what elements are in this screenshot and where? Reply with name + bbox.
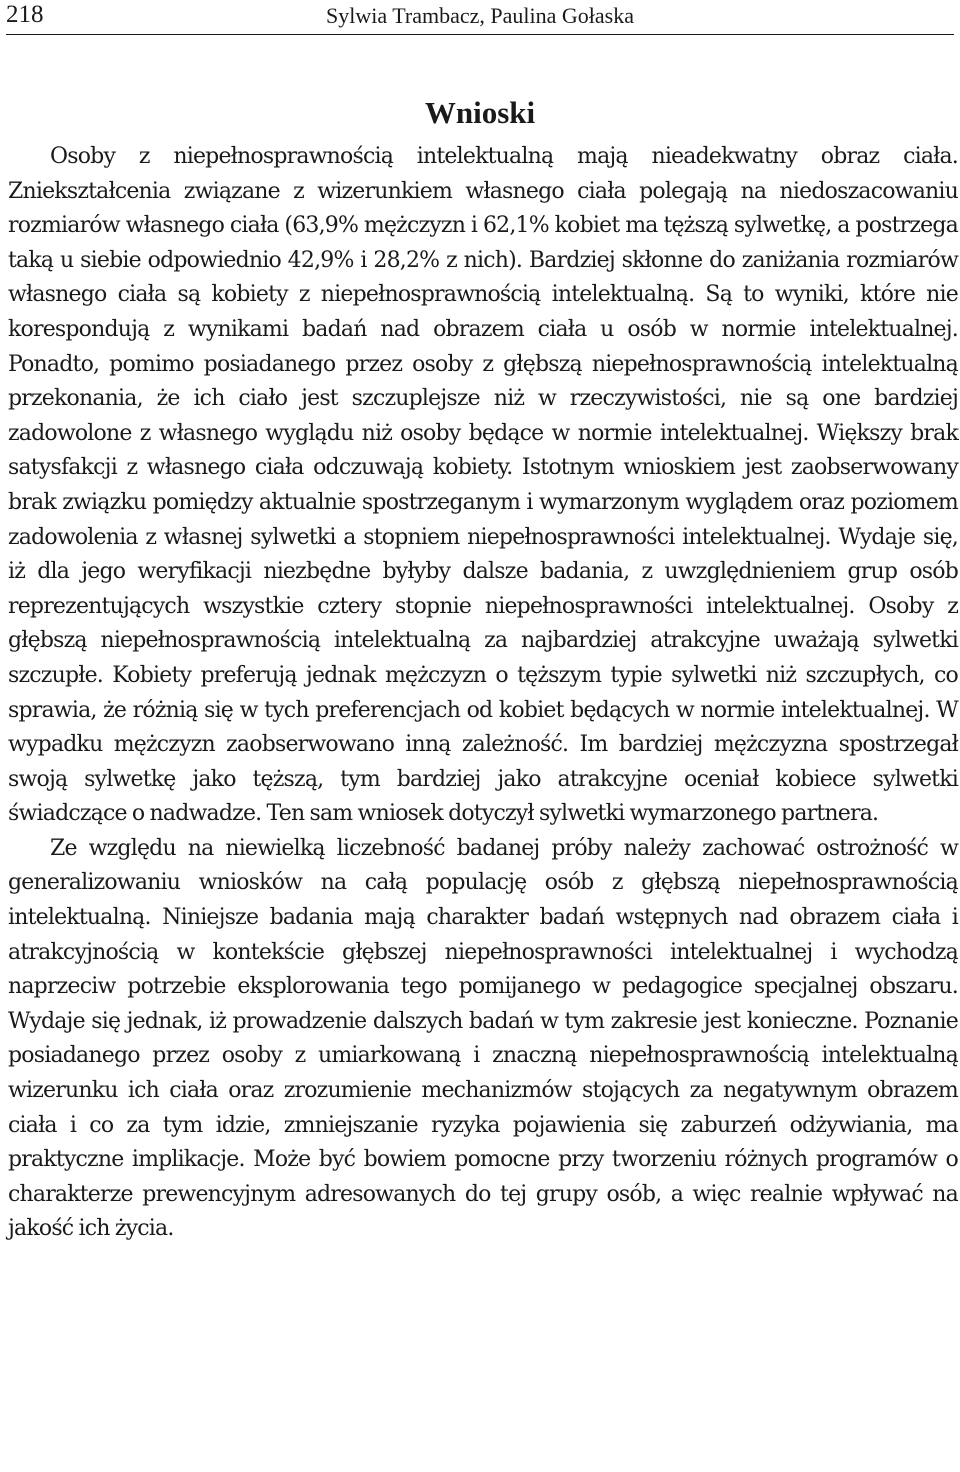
paragraph-limitations: Ze względu na niewielką liczebność badanej próby należy zachować ostrożność w generalizowaniu wniosków na całą populację osób z głębszą niepełnosprawnością intelektualną. Niniejsze badania mają charakter badań wstępnych nad obrazem ciała i atrakcyjnością w kontekście głębszej niepełnosprawności intelektualnej i wychodzą naprzeciw potrzebie eksplorowania tego pomijanego w pedagogice specjalnej obszaru. Wydaje się jednak, iż prowadzenie dalszych badań w tym zakresie jest konieczne. Poznanie posiadanego przez osoby z umiarkowaną i znaczną niepełnosprawnością intelektualną wizerunku ich ciała oraz zrozumienie mechanizmów stojących za negatywnym obrazem ciała i co za tym idzie, zmniejszanie ryzyka pojawienia się zaburzeń odżywiania, ma praktyczne implikacje. Może być bowiem pomocne przy tworzeniu różnych programów o charakterze prewencyjnym adresowanych do tej grupy osób, a więc realnie wpływać na jakość ich życia.	[8, 835, 958, 1242]
page-header	[6, 0, 954, 35]
paragraph-conclusions: Osoby z niepełnosprawnością intelektualną mają nieadekwatny obraz ciała. Zniekształcenia związane z wizerunkiem własnego ciała polegają na niedoszacowaniu rozmiarów własnego ciała (63,9% mężczyzn i 62,1% kobiet ma tęższą sylwetkę, a postrzega taką u siebie odpowiednio 42,9% i 28,2% z nich). Bardziej skłonne do zaniżania rozmiarów własnego ciała są kobiety z niepełnosprawnością intelektualną. Są to wyniki, które nie korespondują z wynikami badań nad obrazem ciała u osób w normie intelektualnej. Ponadto, pomimo posiadanego przez osoby z głębszą niepełnosprawnością intelektualną przekonania, że ich ciało jest szczuplejsze niż w rzeczywistości, nie są one bardziej zadowolone z własnego wyglądu niż osoby będące w normie intelektualnej. Większy brak satysfakcji z własnego ciała odczuwają kobiety. Istotnym wnioskiem jest zaobserwowany brak związku pomiędzy aktualnie spostrzeganym i wymarzonym wyglądem oraz poziomem zadowolenia z własnej sylwetki a stopniem niepełnosprawności intelektualnej. Wydaje się, iż dla jego weryfikacji niezbędne byłyby dalsze badania, z uwzględnieniem grup osób reprezentujących wszystkie cztery stopnie niepełnosprawności intelektualnej. Osoby z głębszą niepełnosprawnością intelektualną za najbardziej atrakcyjne uważają sylwetki szczupłe. Kobiety preferują jednak mężczyzn o tęższym typie sylwetki niż szczupłych, co sprawia, że różnią się w tych preferencjach od kobiet będących w normie intelektualnej. W wypadku mężczyzn zaobserwowano inną zależność. Im bardziej mężczyzna spostrzegał swoją sylwetkę jako tęższą, tym bardziej jako atrakcyjne oceniał kobiece sylwetki świadczące o nadwadze. Ten sam wniosek dotyczył sylwetki wymarzonego partnera.	[8, 144, 958, 827]
page-number: 218	[6, 1, 44, 28]
section-title: Wnioski	[424, 94, 536, 130]
running-head-authors: Sylwia Trambacz, Paulina Gołaska	[326, 3, 634, 28]
body-text	[8, 140, 958, 1247]
